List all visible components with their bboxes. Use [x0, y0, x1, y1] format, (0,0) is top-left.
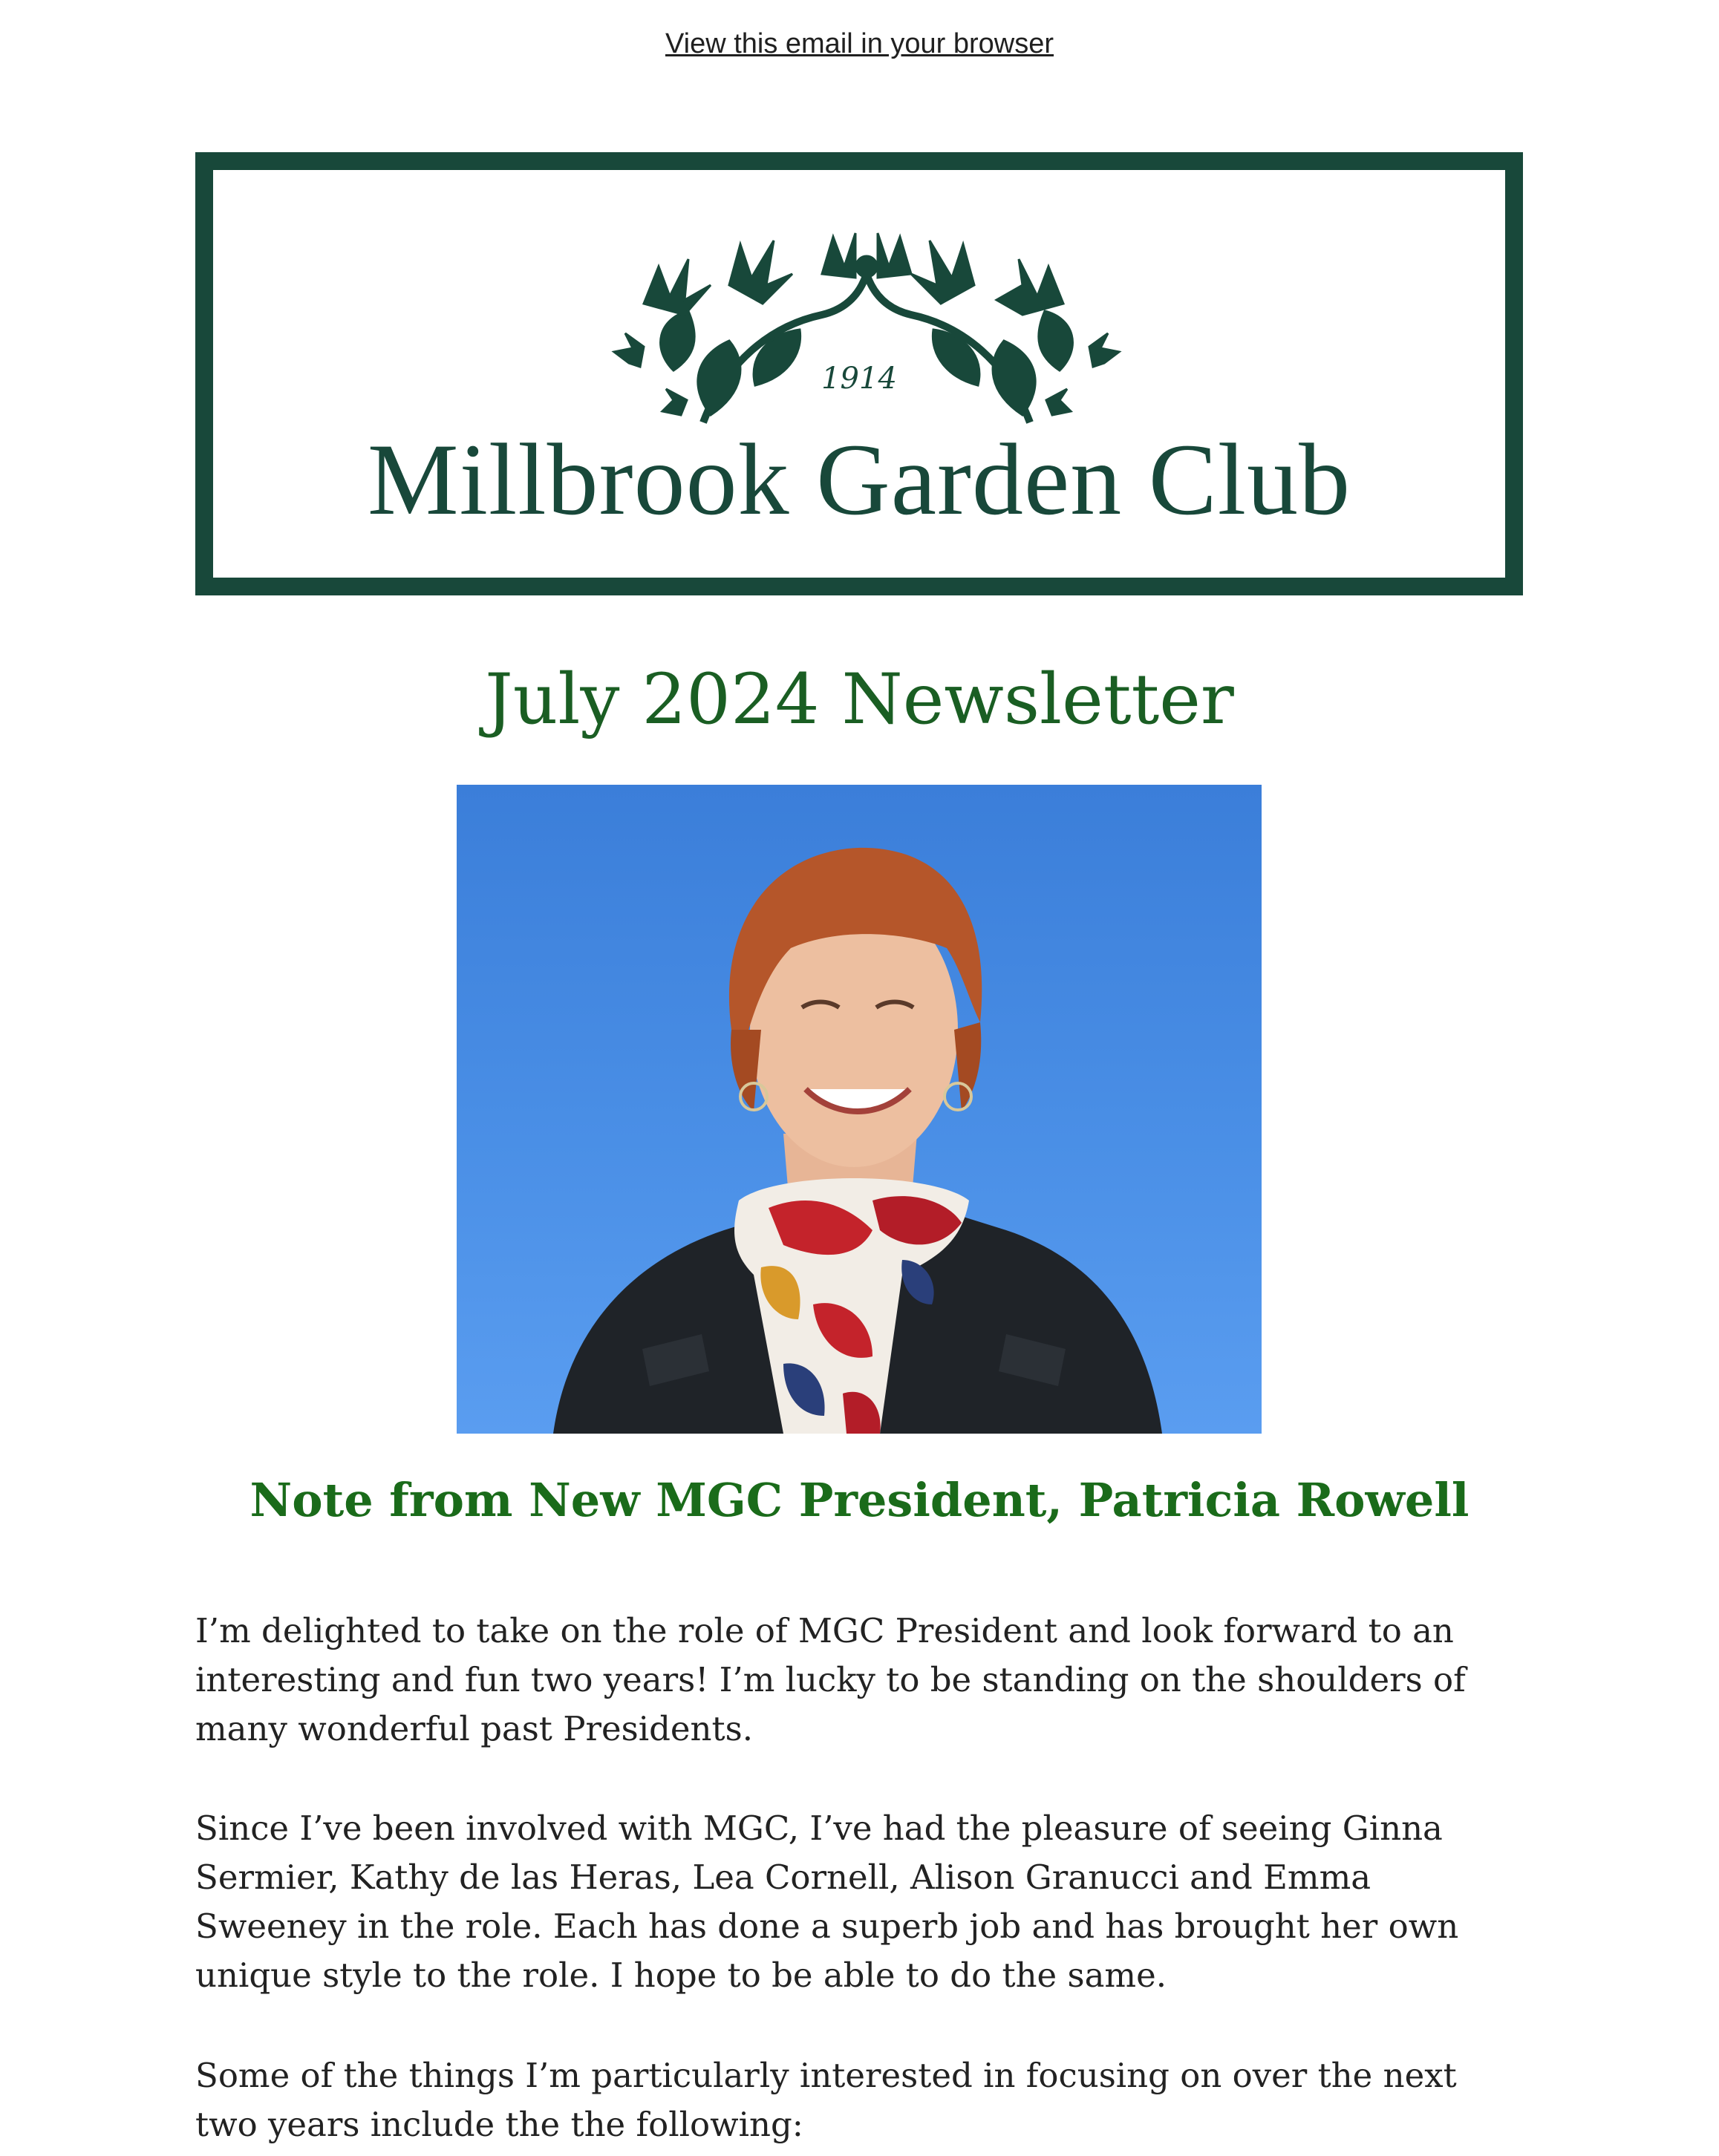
paragraph-focus-areas: Some of the things I’m particularly interested in focusing on over the next two years include the the following: — [195, 2056, 1457, 2144]
logo-year: 1914 — [821, 362, 897, 396]
paragraph-past-presidents: Since I’ve been involved with MGC, I’ve had the pleasure of seeing Ginna Sermier, Kathy de las Heras, Lea Cornell, Alison Granucci and Emma Sweeney in the role. Each has done a superb job and has brought her own unique style to the role. I hope to be able to do the same. — [195, 1809, 1459, 1995]
president-note-heading: Note from New MGC President, Patricia Rowell — [249, 1473, 1470, 1527]
view-in-browser-link[interactable]: View this email in your browser — [665, 28, 1054, 59]
president-portrait-image — [457, 785, 1262, 1434]
newsletter-title: July 2024 Newsletter — [485, 659, 1234, 740]
paragraph-intro: I’m delighted to take on the role of MGC President and look forward to an interesting and fun two years! I’m lucky to be standing on the shoulders of many wonderful past Presidents. — [195, 1611, 1466, 1748]
club-logo-banner[interactable] — [195, 152, 1523, 595]
floral-crest-icon — [599, 215, 1134, 437]
logo-club-name: Millbrook Garden Club — [367, 422, 1351, 536]
